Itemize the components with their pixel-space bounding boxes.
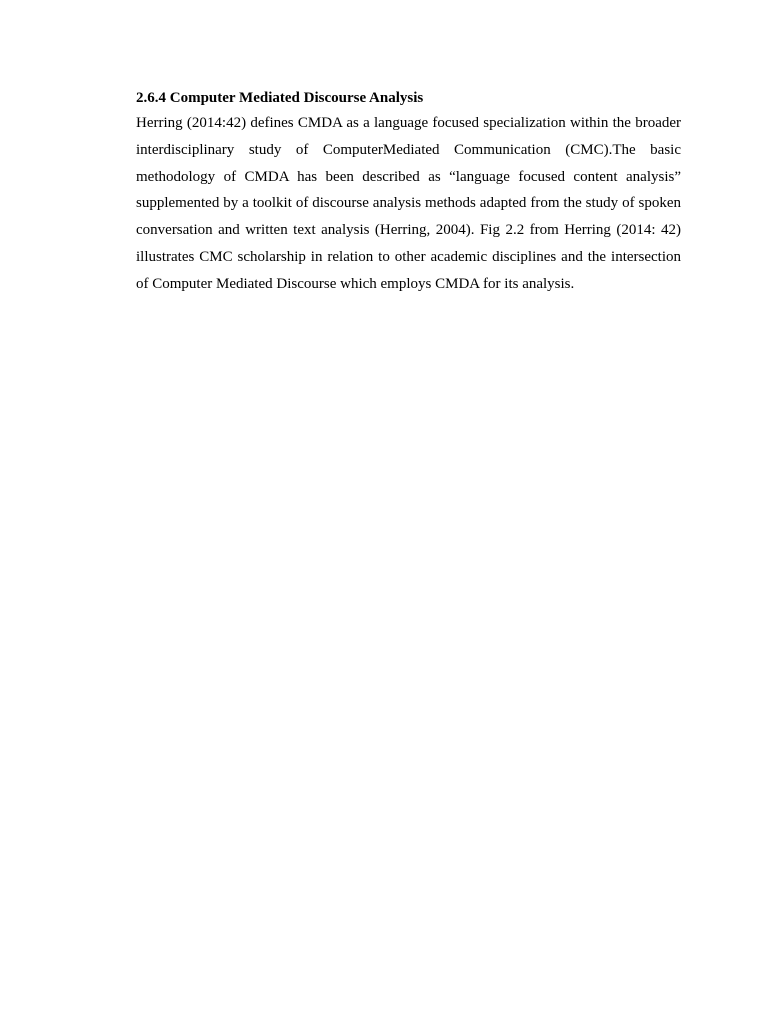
- section-content: [136, 88, 681, 298]
- body-paragraph: Herring (2014:42) defines CMDA as a language focused specialization within the broader interdisciplinary study of ComputerMediated Communication (CMC).The basic methodology of CMDA has been described as “language focused content analysis” supplemented by a toolkit of discourse analysis methods adapted from the study of spoken conversation and written text analysis (Herring, 2004). Fig 2.2 from Herring (2014: 42) illustrates CMC scholarship in relation to other academic disciplines and the intersection of Computer Mediated Discourse which employs CMDA for its analysis.: [136, 115, 681, 292]
- section-heading: 2.6.4 Computer Mediated Discourse Analysis: [136, 90, 424, 106]
